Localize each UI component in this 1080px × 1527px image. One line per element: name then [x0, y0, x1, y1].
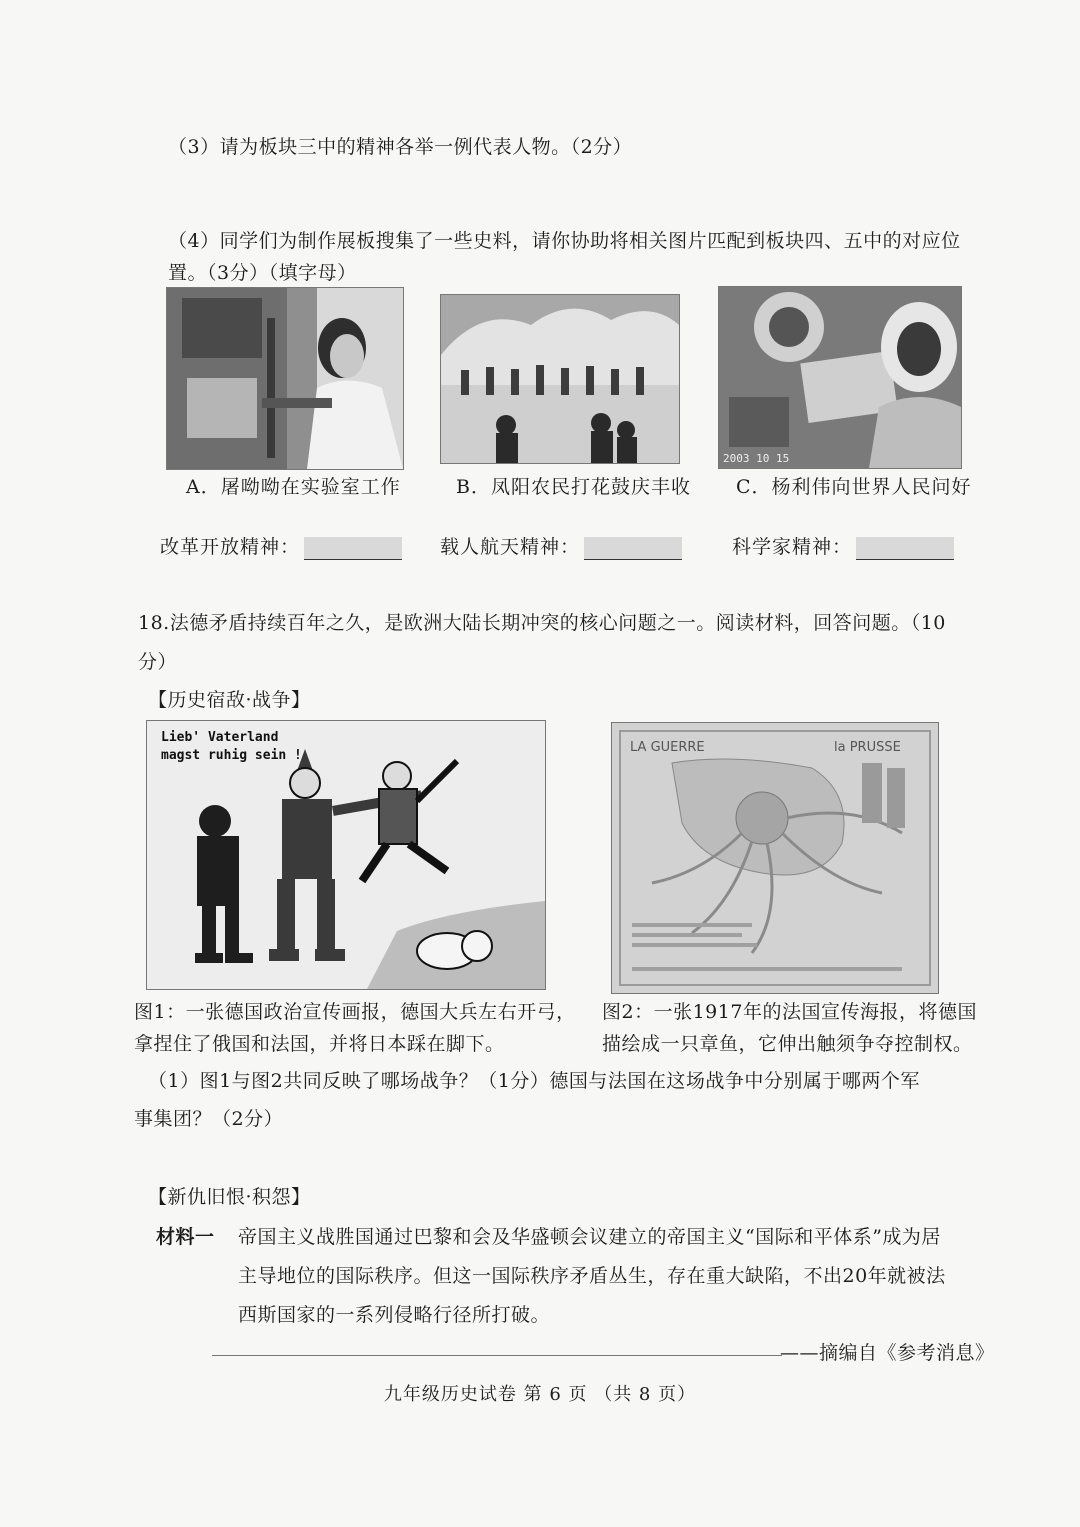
photo-b-drum-celebration [440, 294, 680, 464]
material-1-source: ——摘编自《参考消息》 [780, 1342, 995, 1364]
figure-2-french-poster [611, 722, 939, 994]
section-title-rivals-war: 【历史宿敌·战争】 [148, 689, 311, 711]
question-18-line2: 分） [138, 651, 178, 673]
fill-space-flight [440, 532, 682, 562]
question-18-1-line1: （1）图1与图2共同反映了哪场战争？（1分）德国与法国在这场战争中分别属于哪两个军 [148, 1070, 920, 1092]
answer-blank-reform[interactable] [304, 537, 402, 560]
figure-2-caption-line2: 描绘成一只章鱼，它伸出触须争夺控制权。 [602, 1033, 973, 1055]
photo-c-caption: C．杨利伟向世界人民问好 [736, 476, 972, 498]
answer-blank-scientist[interactable] [856, 537, 954, 560]
photo-c-date-stamp: 2003 10 15 [723, 452, 790, 465]
poster-1-text-line2: magst ruhig sein ! [161, 748, 302, 763]
fill-reform-opening-label: 改革开放精神： [160, 536, 301, 558]
photo-a-caption: A．屠呦呦在实验室工作 [186, 476, 401, 498]
fill-scientist-label: 科学家精神： [732, 536, 853, 558]
question-17-4-line2: 置。（3分）（填字母） [168, 262, 357, 284]
answer-blank-space[interactable] [584, 537, 682, 560]
question-18-line1: 18.法德矛盾持续百年之久，是欧洲大陆长期冲突的核心问题之一。阅读材料，回答问题。（10 [138, 612, 946, 634]
fill-reform-opening [160, 532, 402, 562]
poster-2-title-right: la PRUSSE [834, 740, 901, 755]
figure-1-caption-line1: 图1：一张德国政治宣传画报，德国大兵左右开弓， [134, 1001, 576, 1023]
photo-b-caption: B．凤阳农民打花鼓庆丰收 [456, 476, 691, 498]
material-1-line3: 西斯国家的一系列侵略行径所打破。 [238, 1304, 551, 1326]
photo-a-lab [166, 287, 404, 470]
fill-space-flight-label: 载人航天精神： [440, 536, 581, 558]
section-title-old-grudges: 【新仇旧恨·积怨】 [148, 1186, 311, 1208]
figure-1-caption-line2: 拿捏住了俄国和法国，并将日本踩在脚下。 [134, 1033, 505, 1055]
material-1-label: 材料一 [156, 1226, 215, 1248]
question-17-3: （3）请为板块三中的精神各举一例代表人物。（2分） [168, 136, 633, 158]
question-17-4-line1: （4）同学们为制作展板搜集了一些史料，请你协助将相关图片匹配到板块四、五中的对应位 [168, 230, 961, 252]
photo-c-astronaut [718, 286, 962, 469]
material-1-line1: 帝国主义战胜国通过巴黎和会及华盛顿会议建立的帝国主义“国际和平体系”成为居 [238, 1226, 941, 1248]
page-footer: 九年级历史试卷 第 6 页 （共 8 页） [383, 1384, 697, 1405]
question-18-1-line2: 事集团？（2分） [134, 1108, 284, 1130]
figure-1-german-poster [146, 720, 546, 990]
material-1-line2: 主导地位的国际秩序。但这一国际秩序矛盾丛生，存在重大缺陷，不出20年就被法 [238, 1265, 946, 1287]
poster-1-text-line1: Lieb' Vaterland [161, 730, 279, 745]
figure-2-caption-line1: 图2：一张1917年的法国宣传海报，将德国 [602, 1001, 977, 1023]
source-rule [212, 1355, 782, 1356]
poster-2-title-left: LA GUERRE [630, 740, 705, 755]
fill-scientist [732, 532, 954, 562]
